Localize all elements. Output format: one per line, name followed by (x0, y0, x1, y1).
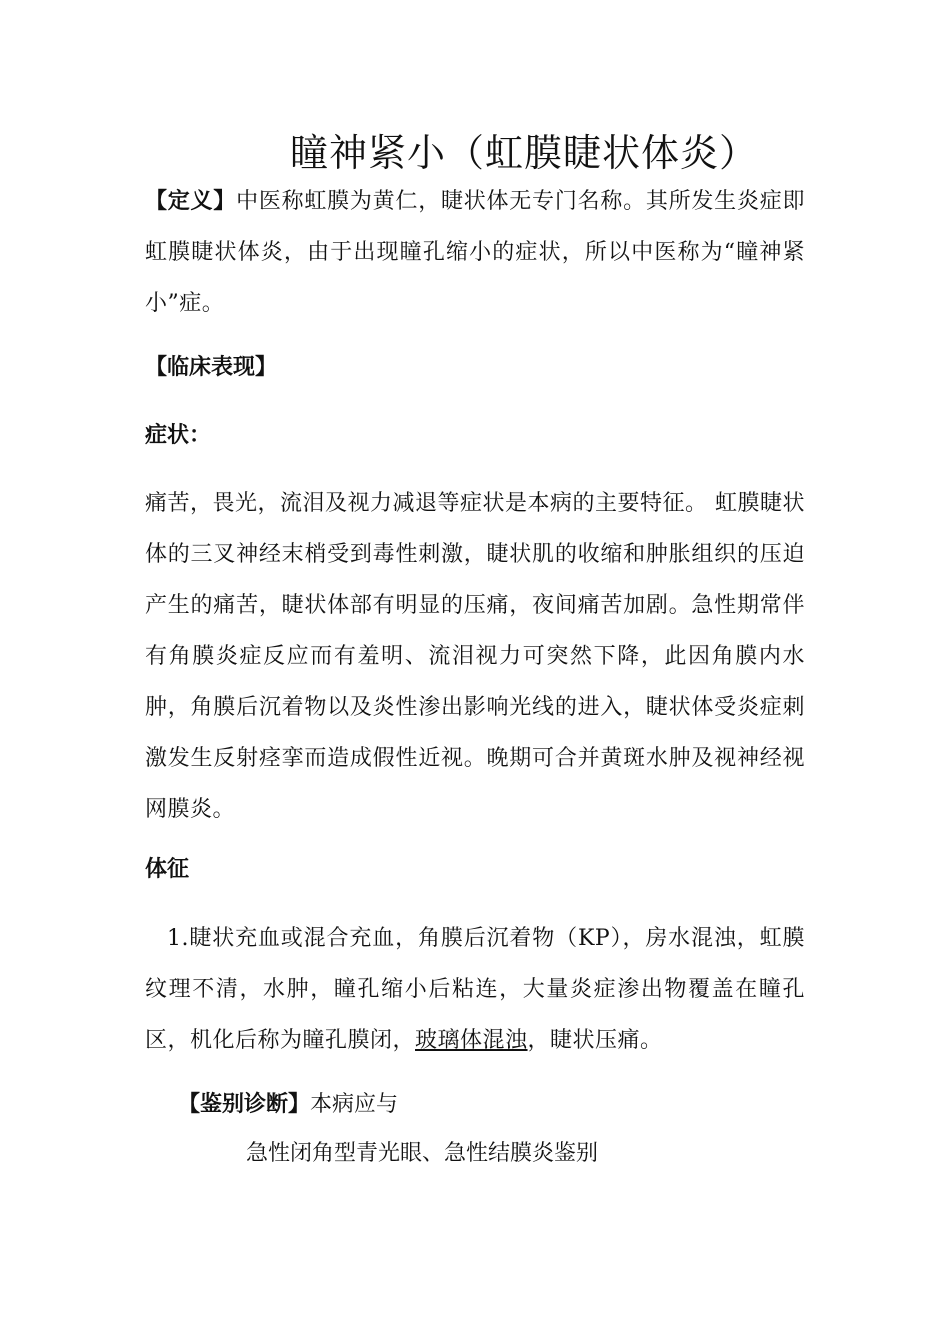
signs-item-1-text: 1.睫状充血或混合充血，角膜后沉着物（KP），房水混浊，虹膜纹理不清，水肿，瞳孔缩小后粘连，大量炎症渗出物覆盖在瞳孔区，机化后称为瞳孔膜闭， (145, 926, 805, 1053)
clinical-heading: 【临床表现】 (145, 355, 278, 380)
differential-text: 本病应与 (310, 1092, 399, 1117)
signs-heading: 体征 (145, 857, 190, 882)
symptoms-heading: 症状： (145, 423, 212, 448)
vitreous-opacity-text: 玻璃体混浊 (415, 1028, 528, 1053)
signs-item-1 (145, 913, 805, 1066)
differential-line-2: 急性闭角型青光眼、急性结膜炎鉴别 (246, 1141, 599, 1166)
symptoms-paragraph: 痛苦，畏光，流泪及视力减退等症状是本病的主要特征。 虹膜睫状体的三叉神经末梢受到毒性刺激，睫状肌的收缩和肿胀组织的压迫产生的痛苦，睫状体部有明显的压痛，夜间痛苦加剧。急性期常伴有角膜炎症反应而有羞明、流泪视力可突然下降，此因角膜内水肿，角膜后沉着物以及炎性渗出影响光线的进入，睫状体受炎症刺激发生反射痉挛而造成假性近视。晚期可合并黄斑水肿及视神经视网膜炎。 (145, 491, 805, 822)
signs-item-1-tail: ，睫状压痛。 (527, 1028, 663, 1053)
page-title: 瞳神紧小（虹膜睫状体炎） (290, 131, 759, 175)
definition-paragraph (145, 176, 805, 329)
definition-label: 【定义】 (145, 189, 237, 214)
differential-label: 【鉴别诊断】 (178, 1092, 311, 1117)
definition-text: 中医称虹膜为黄仁，睫状体无专门名称。其所发生炎症即虹膜睫状体炎，由于出现瞳孔缩小的症状，所以中医称为“瞳神紧小”症。 (145, 189, 805, 316)
differential-line (178, 1085, 398, 1125)
